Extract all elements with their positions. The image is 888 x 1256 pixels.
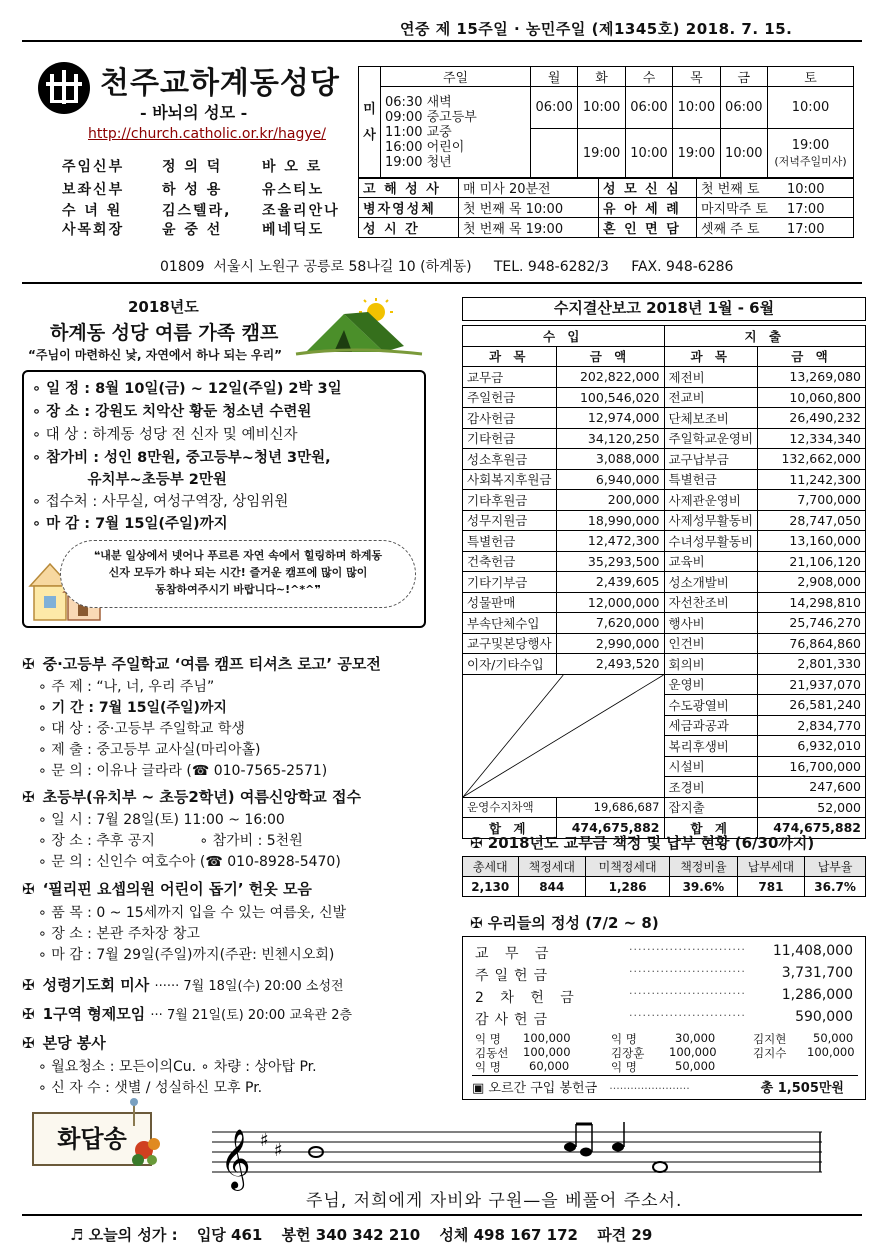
quota-value: 781 xyxy=(737,877,805,897)
income-amount: 35,293,500 xyxy=(556,551,664,572)
quota-value: 844 xyxy=(518,877,586,897)
income-amount: 6,940,000 xyxy=(556,469,664,490)
income-item: 기타헌금 xyxy=(463,428,557,449)
income-amount: 200,000 xyxy=(556,490,664,511)
expense-amount: 25,746,270 xyxy=(758,613,866,634)
top-rule xyxy=(22,40,862,42)
expense-item: 자선찬조비 xyxy=(664,592,758,613)
day-header: 토 xyxy=(768,67,854,87)
offering-title: ✠ 우리들의 정성 (7/2 ~ 8) xyxy=(470,914,659,932)
expense-amount: 2,801,330 xyxy=(758,654,866,675)
camp-slogan: “주님이 마련하신 낯, 자연에서 하나 되는 우리” xyxy=(28,348,283,362)
finance-row xyxy=(463,469,866,490)
staff-role: 보좌신부 xyxy=(62,182,125,198)
responsorial-psalm-card: 화답송 xyxy=(32,1112,152,1166)
donor-name: 김지수 xyxy=(753,1046,787,1060)
expense-header: 지 출 xyxy=(664,326,866,347)
mass-side-label: 미 사 xyxy=(359,67,381,179)
svg-text:♯: ♯ xyxy=(274,1140,283,1161)
camp-deadline: ∘ 마 감 : 7월 15일(주일)까지 xyxy=(32,516,228,532)
income-item: 기타후원금 xyxy=(463,490,557,511)
sacrament-time: 첫 번째 목 10:00 xyxy=(459,198,599,218)
expense-amount: 12,334,340 xyxy=(758,428,866,449)
recessional-hymn: 파견 29 xyxy=(597,1226,653,1244)
income-item: 교구및본당행사 xyxy=(463,633,557,654)
day-header: 주일 xyxy=(381,67,531,87)
donor-amount: 100,000 xyxy=(523,1045,571,1059)
camp-fee-children: 유치부~초등부 2만원 xyxy=(32,472,227,488)
expense-item: 잡지출 xyxy=(664,797,758,818)
mass-time xyxy=(531,129,578,179)
finance-row xyxy=(463,797,866,818)
sacrament-schedule-table xyxy=(358,177,854,238)
donor-amount: 100,000 xyxy=(523,1031,571,1045)
sacrament-time: 셋째 주 토 17:00 xyxy=(697,218,854,238)
sacrament-time: 매 미사 20분전 xyxy=(459,178,599,198)
expense-amount: 76,864,860 xyxy=(758,633,866,654)
notice-line: ∘ 주 제 : “나, 너, 우리 주님” xyxy=(38,679,215,695)
day-header: 월 xyxy=(531,67,578,87)
donor-name: 김지현 xyxy=(753,1032,787,1046)
header-rule xyxy=(22,282,862,284)
camp-year: 2018년도 xyxy=(128,298,199,316)
expense-amount: 21,106,120 xyxy=(758,551,866,572)
income-amount: 19,686,687 xyxy=(556,797,664,818)
finance-row xyxy=(463,551,866,572)
expense-amount: 14,298,810 xyxy=(758,592,866,613)
mass-time: 19:00 xyxy=(673,129,720,179)
donor-name: 익 명 xyxy=(611,1032,637,1046)
donor-name: 익 명 xyxy=(611,1060,637,1074)
staff-row xyxy=(62,219,324,239)
expense-item: 행사비 xyxy=(664,613,758,634)
income-item: 사회복지후원금 xyxy=(463,469,557,490)
sacrament-label: 고 해 성 사 xyxy=(359,178,459,198)
mass-time: 10:00 xyxy=(625,129,672,179)
music-staff-icon xyxy=(212,1118,822,1194)
finance-row xyxy=(463,654,866,675)
finance-row xyxy=(463,510,866,531)
income-amount: 2,493,520 xyxy=(556,654,664,675)
expense-item: 회의비 xyxy=(664,654,758,675)
todays-hymns xyxy=(70,1224,666,1245)
notice-line: ∘ 기 간 : 7월 15일(주일)까지 xyxy=(38,700,227,716)
footer-rule xyxy=(22,1214,862,1216)
income-amount: 100,546,020 xyxy=(556,387,664,408)
quota-value: 36.7% xyxy=(805,877,866,897)
donor-amount: 60,000 xyxy=(529,1059,570,1073)
expense-item: 주일학교운영비 xyxy=(664,428,758,449)
finance-table xyxy=(462,325,866,839)
offering-divider xyxy=(472,1075,858,1076)
finance-row xyxy=(463,592,866,613)
camp-invitation-bubble: ❝내분 일상에서 넷어나 푸르른 자연 속에서 힐링하며 하계동 신자 모두가 하나 되는 시간! 즐거운 캠프에 많이 많이 동참하여주시기 바랍니다~!^*^❞ xyxy=(60,540,416,608)
church-address: 01809 서울시 노원구 공릉로 58나길 10 (하계동) TEL. 948-6282/3 FAX. 948-6286 xyxy=(160,259,734,275)
camp-title: 하계동 성당 여름 가족 캠프 xyxy=(50,322,279,344)
expense-item: 사제성무활동비 xyxy=(664,510,758,531)
camp-registration: ∘ 접수처 : 사무실, 여성구역장, 상임위원 xyxy=(32,494,289,510)
sacrament-label: 성 시 간 xyxy=(359,218,459,238)
expense-item: 복리후생비 xyxy=(664,736,758,757)
patron-title: - 바뇌의 성모 - xyxy=(140,103,248,122)
amount-column-header: 금 액 xyxy=(556,346,664,367)
donor-name: 김장훈 xyxy=(611,1046,645,1060)
day-header: 화 xyxy=(578,67,625,87)
quota-table xyxy=(462,856,866,897)
item-column-header: 과 목 xyxy=(463,346,557,367)
expense-amount: 7,700,000 xyxy=(758,490,866,511)
offering-row: 감사헌금 ·························· 590,000 xyxy=(475,1009,853,1028)
notice-line: ∘ 마 감 : 7월 29일(주일)까지(주관: 빈첸시오회) xyxy=(38,947,335,963)
church-logo-icon xyxy=(36,60,92,116)
expense-amount: 26,581,240 xyxy=(758,695,866,716)
sacrament-time: 첫 번째 목 19:00 xyxy=(459,218,599,238)
expense-total: 474,675,882 xyxy=(758,818,866,839)
expense-amount: 28,747,050 xyxy=(758,510,866,531)
camp-fee: ∘ 참가비 : 성인 8만원, 중고등부~청년 3만원, xyxy=(32,450,331,466)
tent-icon xyxy=(292,298,426,358)
issue-line: 연중 제 15주일 · 농민주일 (제1345호) 2018. 7. 15. xyxy=(400,20,793,38)
notice-line: ∘ 대 상 : 중·고등부 주일학교 학생 xyxy=(38,721,245,737)
amount-column-header: 금 액 xyxy=(758,346,866,367)
staff-baptismal-name: 조율리안나 xyxy=(262,203,340,219)
expense-item: 수도광열비 xyxy=(664,695,758,716)
expense-amount: 52,000 xyxy=(758,797,866,818)
mass-time: 06:00 xyxy=(625,87,672,129)
camp-schedule: ∘ 일 정 : 8월 10일(금) ~ 12일(주일) 2박 3일 xyxy=(32,381,342,397)
mass-time: 10:00 xyxy=(578,87,625,129)
income-item: 건축헌금 xyxy=(463,551,557,572)
notice-heading: ✠ 성령기도회 미사 ······ 7월 18일(수) 20:00 소성전 xyxy=(22,976,344,994)
donor-amount: 100,000 xyxy=(669,1045,717,1059)
quota-value: 2,130 xyxy=(463,877,519,897)
sacrament-label: 병자영성체 xyxy=(359,198,459,218)
income-item: 교무금 xyxy=(463,367,557,388)
notice-heading: ✠ 본당 봉사 xyxy=(22,1034,106,1052)
expense-amount: 2,908,000 xyxy=(758,572,866,593)
day-header: 금 xyxy=(720,67,767,87)
church-website-link[interactable]: http://church.catholic.or.kr/hagye/ xyxy=(88,126,326,142)
offertory-hymn: 봉헌 340 342 210 xyxy=(281,1226,421,1244)
income-item: 이자/기타수입 xyxy=(463,654,557,675)
expense-amount: 247,600 xyxy=(758,777,866,798)
hymns-label: ♬ 오늘의 성가 : xyxy=(70,1226,178,1244)
mass-schedule-table xyxy=(358,66,854,179)
psalm-lyric: 주님, 저희에게 자비와 구원—을 베풀어 주소서. xyxy=(306,1191,683,1211)
donor-amount: 50,000 xyxy=(813,1031,854,1045)
income-item: 특별헌금 xyxy=(463,531,557,552)
donor-amount: 30,000 xyxy=(675,1031,716,1045)
expense-amount: 2,834,770 xyxy=(758,715,866,736)
mass-time: 06:00 xyxy=(720,87,767,129)
staff-role: 주임신부 xyxy=(62,159,125,175)
finance-row xyxy=(463,572,866,593)
notice-heading: ✠ 중·고등부 주일학교 ‘여름 캠프 티셔츠 로고’ 공모전 xyxy=(22,655,381,673)
expense-amount: 21,937,070 xyxy=(758,674,866,695)
expense-item: 사제관운영비 xyxy=(664,490,758,511)
notice-line: ∘ 장 소 : 추후 공지 ∘ 참가비 : 5천원 xyxy=(38,833,303,849)
staff-role: 사목회장 xyxy=(62,222,125,238)
expense-amount: 16,700,000 xyxy=(758,756,866,777)
income-amount: 12,974,000 xyxy=(556,408,664,429)
sacrament-label: 혼 인 면 담 xyxy=(599,218,697,238)
entrance-hymn: 입당 461 xyxy=(196,1226,263,1244)
income-total-label: 합 계 xyxy=(463,818,557,839)
staff-baptismal-name: 유스티노 xyxy=(262,182,325,198)
sacrament-time: 첫 번째 토 10:00 xyxy=(697,178,854,198)
saturday-evening-mass: 19:00 (저녁주일미사) xyxy=(768,129,854,179)
quota-header: 납부세대 xyxy=(737,857,805,877)
quota-header: 책정세대 xyxy=(518,857,586,877)
income-amount: 3,088,000 xyxy=(556,449,664,470)
sunday-mass-times: 06:30 새벽 09:00 중고등부 11:00 교중 16:00 어린이 19:00 청년 xyxy=(381,87,531,179)
finance-row xyxy=(463,449,866,470)
income-item: 기타기부금 xyxy=(463,572,557,593)
staff-name: 정 의 덕 xyxy=(162,159,223,175)
expense-item: 세금과공과 xyxy=(664,715,758,736)
income-amount: 2,990,000 xyxy=(556,633,664,654)
quota-header: 납부율 xyxy=(805,857,866,877)
expense-item: 운영비 xyxy=(664,674,758,695)
staff-row xyxy=(62,179,324,199)
finance-row xyxy=(463,633,866,654)
quota-value: 39.6% xyxy=(670,877,738,897)
finance-row xyxy=(463,490,866,511)
expense-item: 교육비 xyxy=(664,551,758,572)
staff-row xyxy=(62,200,340,220)
income-total: 474,675,882 xyxy=(556,818,664,839)
expense-item: 인건비 xyxy=(664,633,758,654)
income-amount: 202,822,000 xyxy=(556,367,664,388)
expense-amount: 11,242,300 xyxy=(758,469,866,490)
donor-name: 익 명 xyxy=(475,1032,501,1046)
quota-title: ✠ 2018년도 교무금 책정 및 납부 현황 (6/30까지) xyxy=(470,834,815,852)
expense-amount: 132,662,000 xyxy=(758,449,866,470)
expense-item: 수녀성무활동비 xyxy=(664,531,758,552)
expense-item: 시설비 xyxy=(664,756,758,777)
finance-row xyxy=(463,387,866,408)
sacrament-label: 유 아 세 례 xyxy=(599,198,697,218)
communion-hymn: 성체 498 167 172 xyxy=(439,1226,578,1244)
income-item: 성무지원금 xyxy=(463,510,557,531)
sacrament-label: 성 모 신 심 xyxy=(599,178,697,198)
income-item: 운영수지차액 xyxy=(463,797,557,818)
expense-amount: 26,490,232 xyxy=(758,408,866,429)
finance-row xyxy=(463,367,866,388)
income-amount: 18,990,000 xyxy=(556,510,664,531)
offering-row: 2 차 헌 금 ·························· 1,286,000 xyxy=(475,987,853,1006)
staff-name: 하 성 용 xyxy=(162,182,223,198)
expense-item: 교구납부금 xyxy=(664,449,758,470)
notice-line: ∘ 문 의 : 이유나 글라라 (☎ 010-7565-2571) xyxy=(38,763,328,779)
day-header: 수 xyxy=(625,67,672,87)
mass-time: 10:00 xyxy=(768,87,854,129)
expense-item: 성소개발비 xyxy=(664,572,758,593)
expense-item: 조경비 xyxy=(664,777,758,798)
quota-header: 총세대 xyxy=(463,857,519,877)
organ-offering-row: ▣ 오르간 구입 봉헌금 ······················· 총 1,505만원 xyxy=(472,1081,844,1096)
income-amount: 34,120,250 xyxy=(556,428,664,449)
mass-time: 10:00 xyxy=(720,129,767,179)
finance-row xyxy=(463,674,866,695)
notice-heading: ✠ ‘필리핀 요셉의원 어린이 돕기’ 헌옷 모음 xyxy=(22,880,312,898)
income-amount: 12,472,300 xyxy=(556,531,664,552)
mass-time: 10:00 xyxy=(673,87,720,129)
income-amount: 12,000,000 xyxy=(556,592,664,613)
mass-time: 19:00 xyxy=(578,129,625,179)
staff-role: 수 녀 원 xyxy=(62,203,123,219)
quota-header: 미책정세대 xyxy=(586,857,670,877)
finance-row xyxy=(463,531,866,552)
offering-row: 주일헌금 ·························· 3,731,700 xyxy=(475,965,853,984)
income-item: 주일헌금 xyxy=(463,387,557,408)
day-header: 목 xyxy=(673,67,720,87)
notice-line: ∘ 월요청소 : 모든이의Cu. ∘ 차량 : 상아탑 Pr. xyxy=(38,1059,317,1075)
notice-line: ∘ 제 출 : 중고등부 교사실(마리아홀) xyxy=(38,742,261,758)
mass-time: 06:00 xyxy=(531,87,578,129)
svg-text:𝄞: 𝄞 xyxy=(220,1129,251,1189)
finance-row xyxy=(463,613,866,634)
notice-line: ∘ 장 소 : 본관 주차장 창고 xyxy=(38,926,200,942)
item-column-header: 과 목 xyxy=(664,346,758,367)
expense-amount: 6,932,010 xyxy=(758,736,866,757)
notice-line: ∘ 일 시 : 7월 28일(토) 11:00 ~ 16:00 xyxy=(38,812,285,828)
flower-decoration-icon xyxy=(120,1098,166,1178)
church-name: 천주교하계동성당 xyxy=(100,66,340,101)
staff-name: 윤 중 선 xyxy=(162,222,223,238)
notice-line: ∘ 품 목 : 0 ~ 15세까지 입을 수 있는 여름옷, 신발 xyxy=(38,905,347,921)
offering-row: 교 무 금 ·························· 11,408,000 xyxy=(475,943,853,962)
finance-report-title: 수지결산보고 2018년 1월 - 6월 xyxy=(462,297,866,321)
income-amount: 2,439,605 xyxy=(556,572,664,593)
expense-amount: 10,060,800 xyxy=(758,387,866,408)
sacrament-time: 마지막주 토 17:00 xyxy=(697,198,854,218)
finance-row xyxy=(463,408,866,429)
expense-item: 단체보조비 xyxy=(664,408,758,429)
donor-amount: 100,000 xyxy=(807,1045,855,1059)
expense-amount: 13,160,000 xyxy=(758,531,866,552)
income-item: 성소후원금 xyxy=(463,449,557,470)
quota-value: 1,286 xyxy=(586,877,670,897)
notice-heading: ✠ 초등부(유치부 ~ 초등2학년) 여름신앙학교 접수 xyxy=(22,788,362,806)
svg-text:♯: ♯ xyxy=(260,1130,269,1151)
staff-baptismal-name: 바 오 로 xyxy=(262,159,323,175)
expense-item: 특별헌금 xyxy=(664,469,758,490)
expense-amount: 13,269,080 xyxy=(758,367,866,388)
income-item: 성물판매 xyxy=(463,592,557,613)
finance-section-header xyxy=(463,326,866,347)
staff-name: 김스텔라, xyxy=(162,203,232,219)
notice-line: ∘ 문 의 : 신인수 여호수아 (☎ 010-8928-5470) xyxy=(38,854,341,870)
income-amount: 7,620,000 xyxy=(556,613,664,634)
empty-income-cell xyxy=(463,674,665,797)
donor-name: 익 명 xyxy=(475,1060,501,1074)
camp-location: ∘ 장 소 : 강원도 치악산 황둔 청소년 수련원 xyxy=(32,404,312,420)
notice-line: ∘ 신 자 수 : 샛별 / 성실하신 모후 Pr. xyxy=(38,1080,263,1096)
donor-name: 김동선 xyxy=(475,1046,509,1060)
expense-item: 제전비 xyxy=(664,367,758,388)
staff-baptismal-name: 베네딕도 xyxy=(262,222,325,238)
quota-header: 책정비율 xyxy=(670,857,738,877)
finance-row xyxy=(463,428,866,449)
income-item: 감사헌금 xyxy=(463,408,557,429)
camp-target: ∘ 대 상 : 하계동 성당 전 신자 및 예비신자 xyxy=(32,427,298,443)
staff-row xyxy=(62,156,322,176)
notice-heading: ✠ 1구역 형제모임 ··· 7월 21일(토) 20:00 교육관 2층 xyxy=(22,1005,353,1023)
expense-item: 전교비 xyxy=(664,387,758,408)
expense-total-label: 합 계 xyxy=(664,818,758,839)
finance-column-header xyxy=(463,346,866,367)
income-header: 수 입 xyxy=(463,326,665,347)
donor-amount: 50,000 xyxy=(675,1059,716,1073)
income-item: 부속단체수입 xyxy=(463,613,557,634)
